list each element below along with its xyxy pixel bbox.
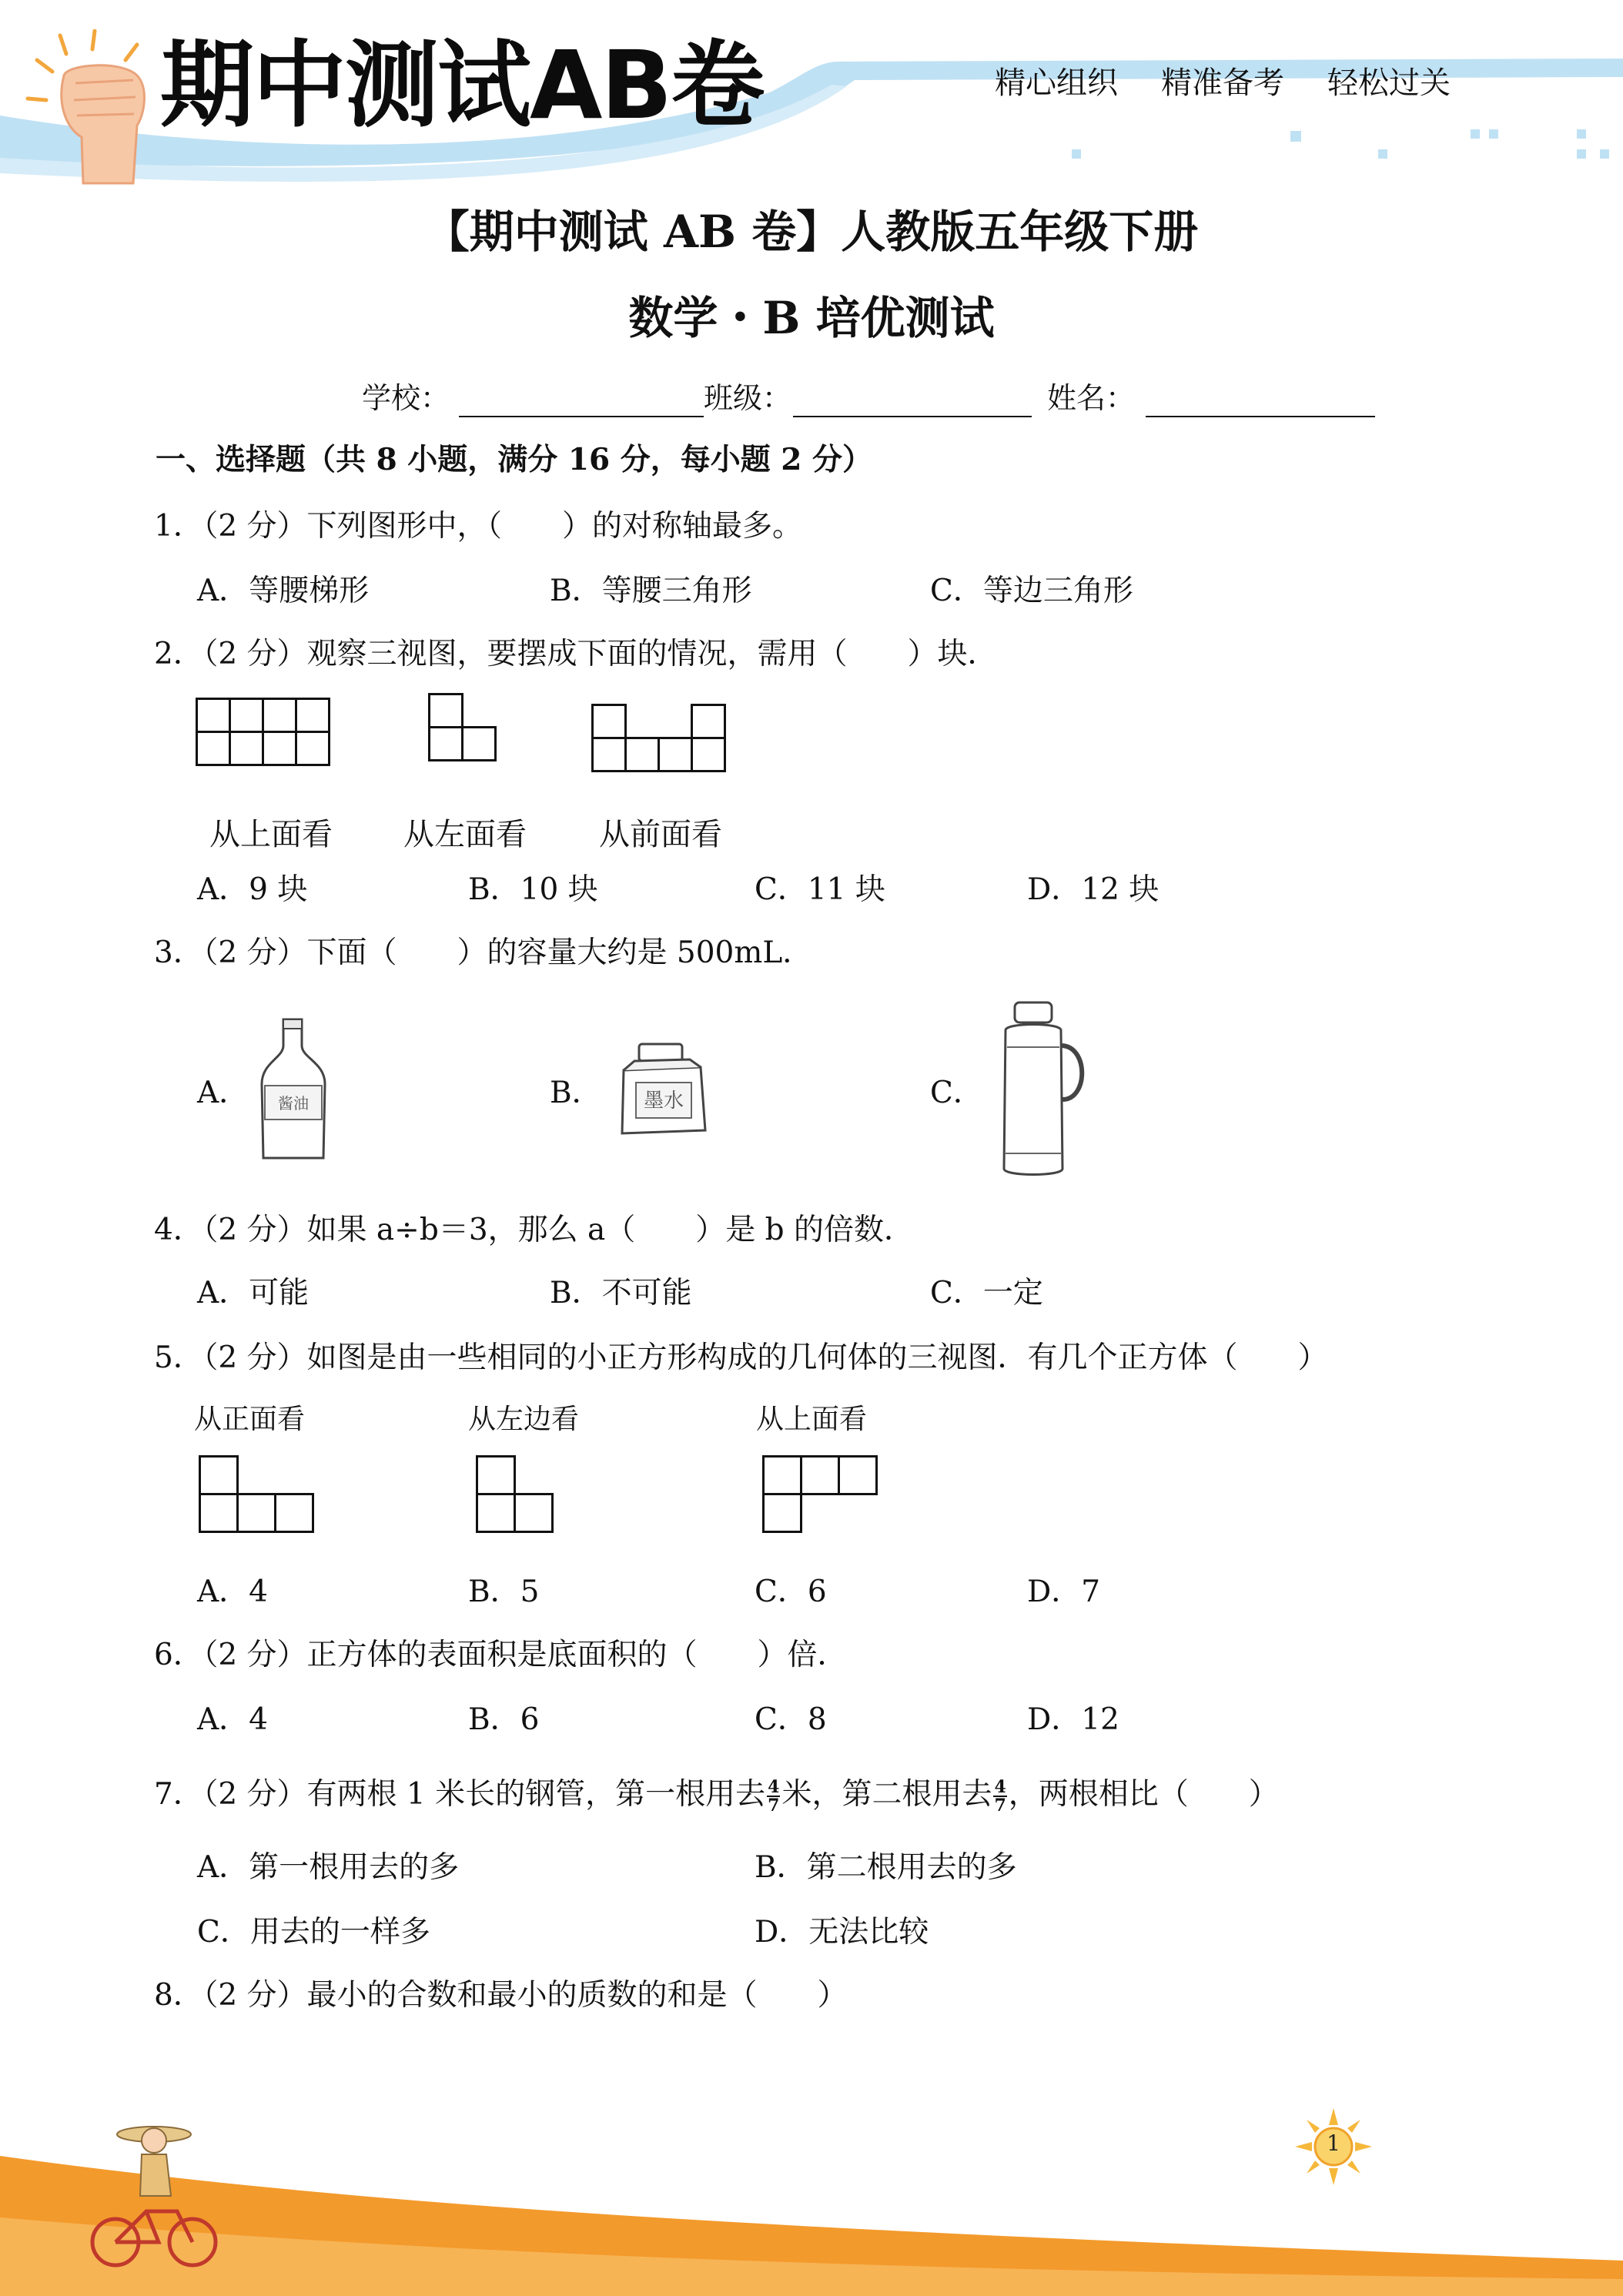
soy-sauce-label: 酱油 bbox=[278, 1094, 309, 1113]
q2-label-top: 从上面看 bbox=[209, 817, 333, 852]
q3-option-a[interactable]: A． bbox=[197, 1076, 249, 1110]
q7-text-part3: ，两根相比（ ） bbox=[1008, 1777, 1279, 1812]
q7-fraction-2 bbox=[993, 1779, 1006, 1814]
ink-label: 墨水 bbox=[643, 1089, 684, 1113]
slogan-3: 轻松过关 bbox=[1327, 65, 1451, 101]
question-7 bbox=[154, 1779, 1279, 1814]
soy-sauce-bottle-image bbox=[254, 1015, 331, 1166]
q1-option-c[interactable]: C．等边三角形 bbox=[930, 574, 1133, 608]
class-label: 班级： bbox=[704, 381, 792, 415]
q2-option-c[interactable]: C．11 块 bbox=[755, 872, 885, 907]
slogan-2: 精准备考 bbox=[1161, 65, 1284, 101]
raised-fist-icon bbox=[22, 29, 168, 191]
q7-frac1-denominator: 7 bbox=[768, 1796, 780, 1816]
q5-option-d[interactable]: D．7 bbox=[1027, 1575, 1101, 1609]
question-4: 4．（2 分）如果 a÷b＝3，那么 a（ ）是 b 的倍数． bbox=[154, 1213, 915, 1247]
q7-option-a[interactable]: A．第一根用去的多 bbox=[197, 1850, 460, 1885]
name-label: 姓名： bbox=[1047, 381, 1136, 415]
q6-option-d[interactable]: D．12 bbox=[1027, 1702, 1119, 1737]
q4-option-a[interactable]: A．可能 bbox=[197, 1276, 310, 1310]
q2-option-d[interactable]: D．12 块 bbox=[1027, 872, 1160, 907]
q5-label-front: 从正面看 bbox=[194, 1404, 306, 1435]
cyclist-illustration bbox=[85, 2119, 223, 2273]
q7-text-part1: 7．（2 分）有两根 1 米长的钢管，第一根用去 bbox=[154, 1777, 766, 1812]
q7-option-c[interactable]: C．用去的一样多 bbox=[197, 1915, 430, 1950]
q5-label-top: 从上面看 bbox=[756, 1404, 868, 1435]
question-2: 2．（2 分）观察三视图，要摆成下面的情况，需用（ ）块． bbox=[154, 637, 998, 671]
q4-option-c[interactable]: C．一定 bbox=[930, 1276, 1043, 1310]
brand-title: 期中测试AB卷 bbox=[160, 31, 764, 140]
question-3: 3．（2 分）下面（ ）的容量大约是 500mL． bbox=[154, 935, 813, 970]
q2-label-left: 从左面看 bbox=[403, 817, 527, 852]
q6-option-c[interactable]: C．8 bbox=[755, 1702, 827, 1737]
q1-option-a[interactable]: A．等腰梯形 bbox=[197, 574, 370, 608]
q7-fraction-1 bbox=[767, 1779, 780, 1814]
q7-option-b[interactable]: B．第二根用去的多 bbox=[755, 1850, 1017, 1885]
ink-bottle-image bbox=[608, 1039, 716, 1140]
question-5: 5．（2 分）如图是由一些相同的小正方形构成的几何体的三视图．有几个正方体（ ） bbox=[154, 1340, 1328, 1375]
q7-frac2-numerator: 4 bbox=[994, 1777, 1006, 1797]
q5-option-c[interactable]: C．6 bbox=[755, 1575, 827, 1609]
q2-label-front: 从前面看 bbox=[599, 817, 722, 852]
question-1: 1．（2 分）下列图形中，（ ）的对称轴最多。 bbox=[154, 509, 803, 544]
q5-label-left: 从左边看 bbox=[468, 1404, 580, 1435]
slogan-1: 精心组织 bbox=[995, 65, 1118, 101]
paper-title: 【期中测试 AB 卷】人教版五年级下册 bbox=[424, 206, 1199, 258]
paper-subtitle: 数学・B 培优测试 bbox=[628, 292, 995, 344]
q7-frac2-denominator: 7 bbox=[994, 1796, 1006, 1816]
q2-option-a[interactable]: A．9 块 bbox=[197, 872, 308, 907]
thermos-image bbox=[989, 999, 1090, 1181]
class-field[interactable] bbox=[793, 416, 1032, 417]
q6-option-b[interactable]: B．6 bbox=[468, 1702, 540, 1737]
q5-option-a[interactable]: A．4 bbox=[197, 1575, 268, 1609]
q5-option-b[interactable]: B．5 bbox=[468, 1575, 540, 1609]
q1-option-b[interactable]: B．等腰三角形 bbox=[550, 574, 752, 608]
school-label: 学校： bbox=[362, 381, 450, 415]
question-8: 8．（2 分）最小的合数和最小的质数的和是（ ） bbox=[154, 1978, 848, 2013]
q7-option-d[interactable]: D．无法比较 bbox=[755, 1915, 929, 1950]
q4-option-b[interactable]: B．不可能 bbox=[550, 1276, 692, 1310]
q7-text-part2: 米，第二根用去 bbox=[781, 1777, 992, 1812]
name-field[interactable] bbox=[1146, 416, 1375, 417]
question-6: 6．（2 分）正方体的表面积是底面积的（ ）倍． bbox=[154, 1638, 848, 1672]
q3-option-c[interactable]: C． bbox=[930, 1076, 983, 1110]
q6-option-a[interactable]: A．4 bbox=[197, 1702, 268, 1737]
page-number: 1 bbox=[1327, 2130, 1340, 2156]
q2-option-b[interactable]: B．10 块 bbox=[468, 872, 598, 907]
school-field[interactable] bbox=[459, 416, 704, 417]
q7-frac1-numerator: 4 bbox=[768, 1777, 780, 1797]
section-heading: 一、选择题（共 8 小题，满分 16 分，每小题 2 分） bbox=[156, 442, 873, 477]
q3-option-b[interactable]: B． bbox=[550, 1076, 602, 1110]
footer-stripe bbox=[0, 2125, 1623, 2296]
